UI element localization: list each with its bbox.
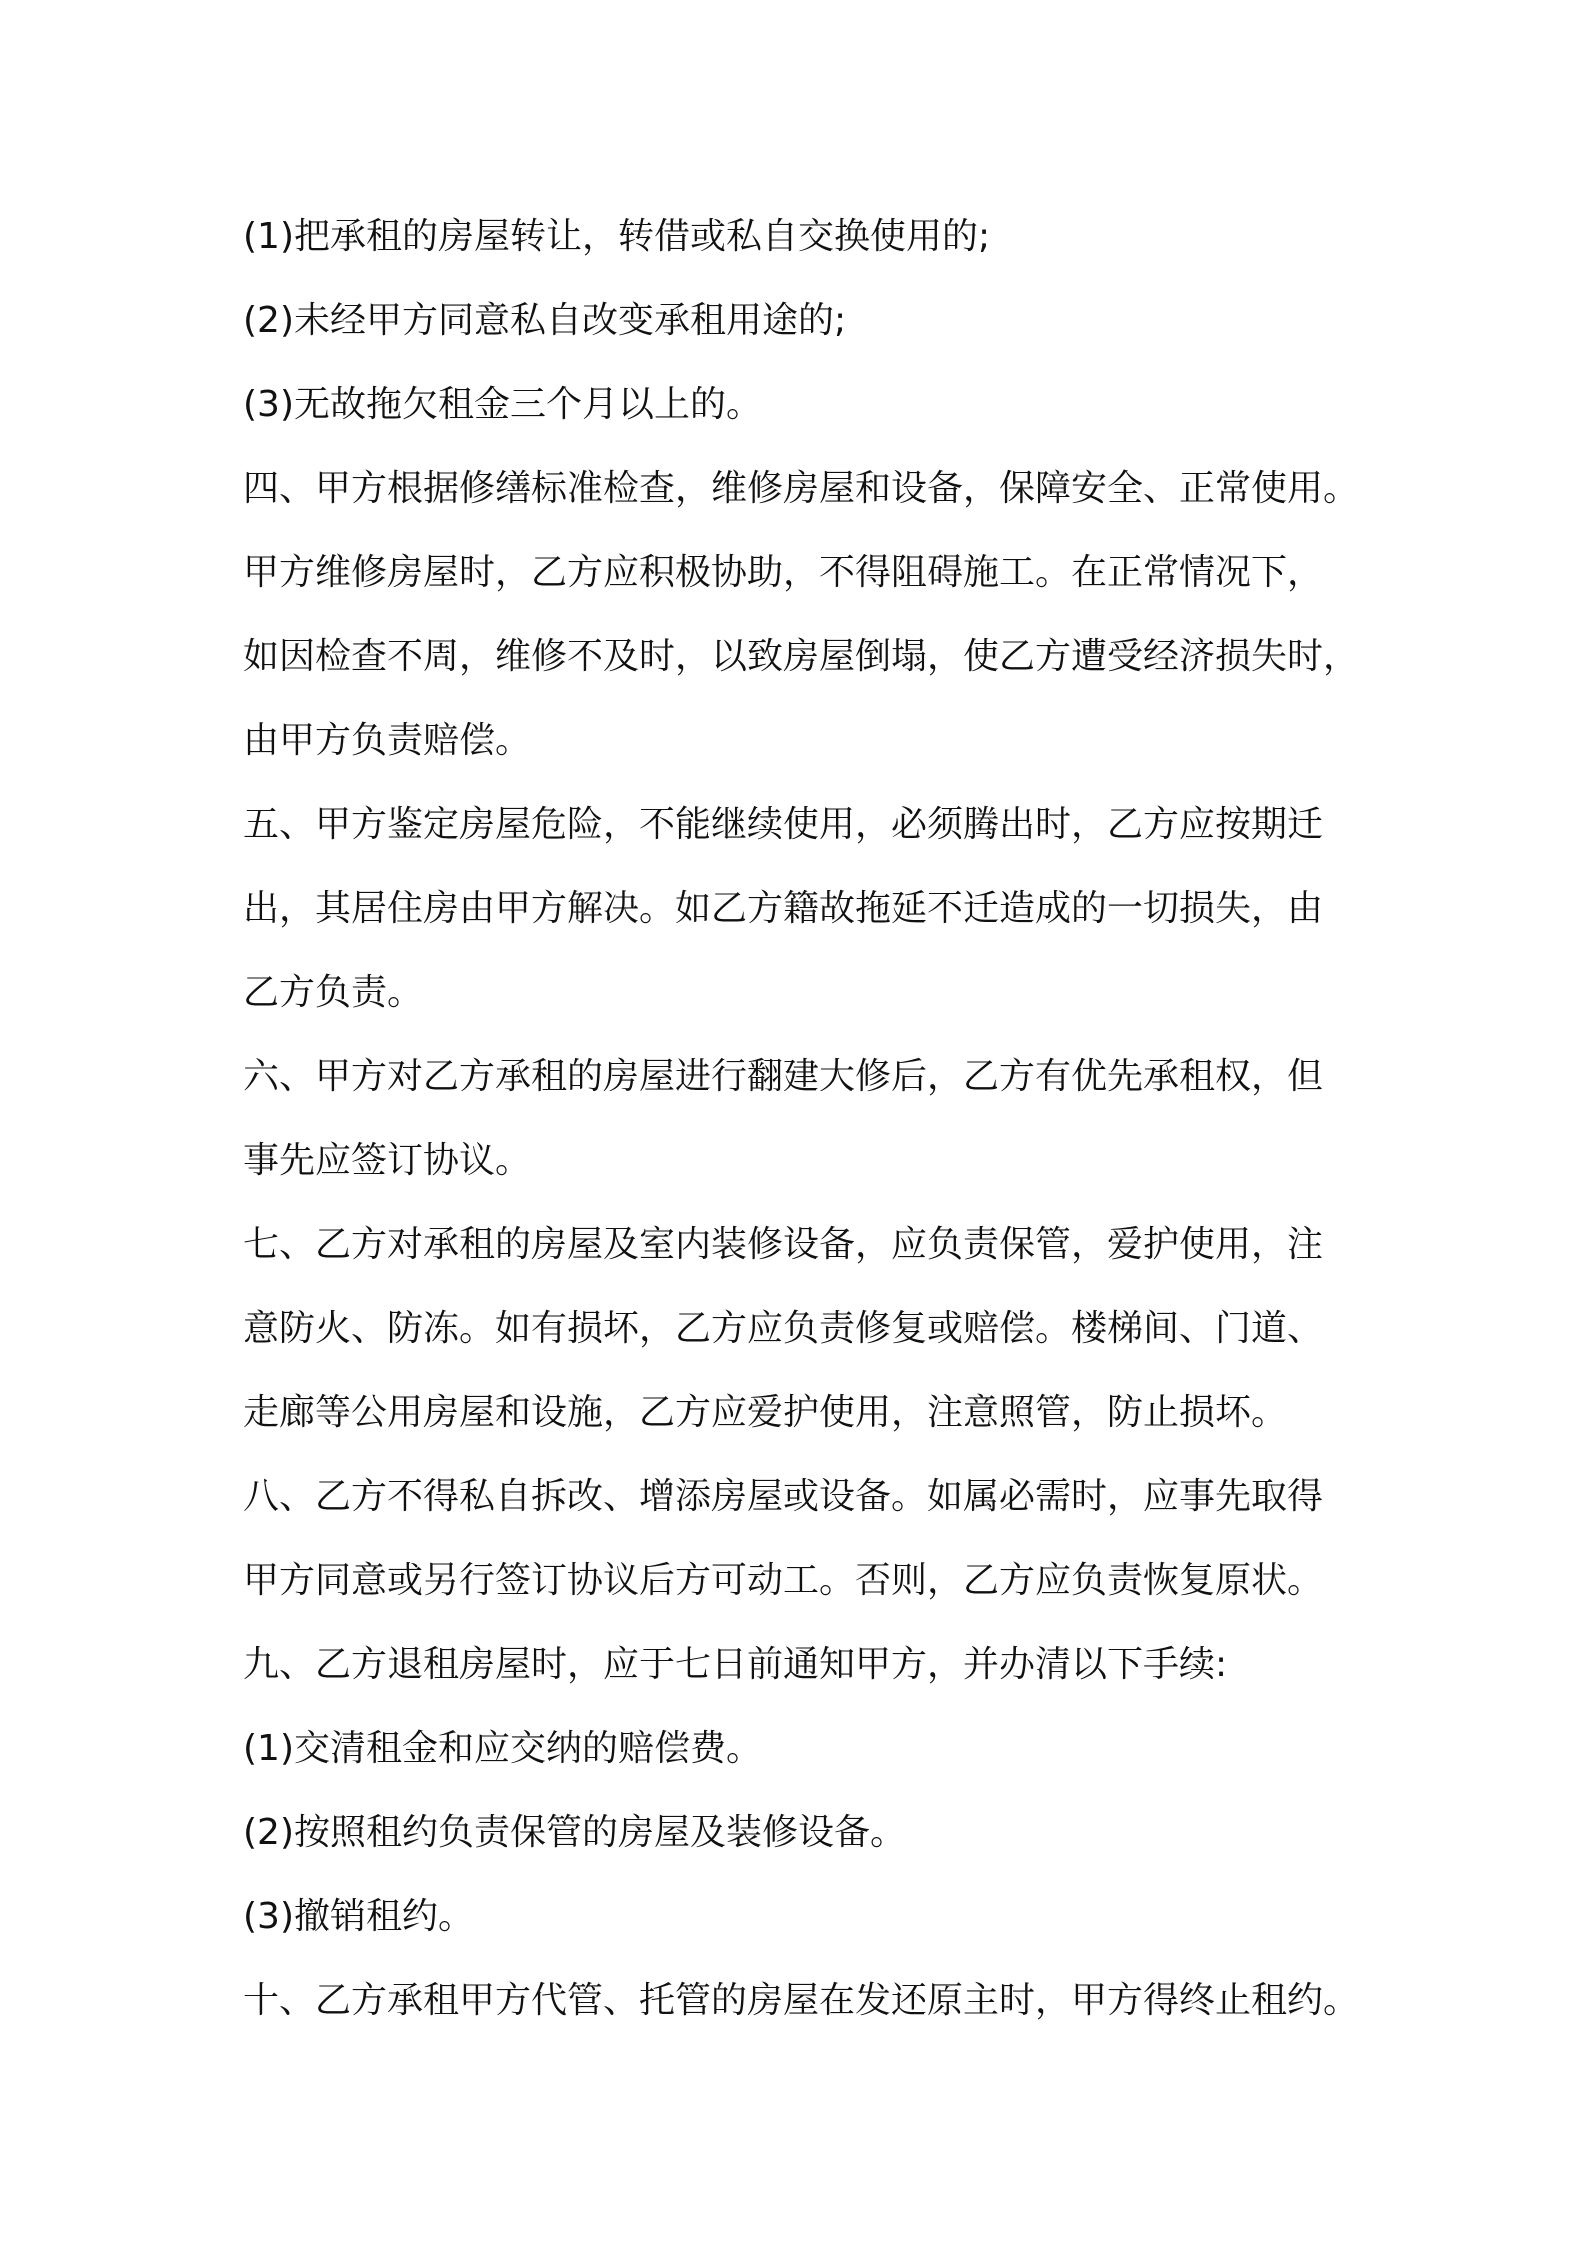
- clause-line: 乙方负责。: [243, 972, 424, 1013]
- clause-line: (1)把承租的房屋转让，转借或私自交换使用的;: [243, 216, 991, 257]
- clause-line: 八、乙方不得私自拆改、增添房屋或设备。如属必需时，应事先取得: [243, 1476, 1324, 1517]
- clause-line: 由甲方负责赔偿。: [243, 720, 532, 761]
- clause-line: 十、乙方承租甲方代管、托管的房屋在发还原主时，甲方得终止租约。: [243, 1980, 1360, 2021]
- clause-line: (2)未经甲方同意私自改变承租用途的;: [243, 300, 847, 341]
- clause-line: 四、甲方根据修缮标准检查，维修房屋和设备，保障安全、正常使用。: [243, 468, 1360, 509]
- clause-line: 如因检查不周，维修不及时，以致房屋倒塌，使乙方遭受经济损失时，: [243, 636, 1360, 677]
- clause-line: 甲方维修房屋时，乙方应积极协助，不得阻碍施工。在正常情况下，: [243, 552, 1324, 593]
- clause-line: 五、甲方鉴定房屋危险，不能继续使用，必须腾出时，乙方应按期迁: [243, 804, 1324, 845]
- clause-line: 九、乙方退租房屋时，应于七日前通知甲方，并办清以下手续:: [243, 1644, 1228, 1685]
- clause-line: (3)撤销租约。: [243, 1896, 474, 1937]
- clause-line: 出，其居住房由甲方解决。如乙方籍故拖延不迁造成的一切损失，由: [243, 888, 1324, 929]
- clause-line: 意防火、防冻。如有损坏，乙方应负责修复或赔偿。楼梯间、门道、: [243, 1308, 1324, 1349]
- clause-line: 事先应签订协议。: [243, 1140, 532, 1181]
- clause-line: 七、乙方对承租的房屋及室内装修设备，应负责保管，爱护使用，注: [243, 1224, 1324, 1265]
- clause-line: 六、甲方对乙方承租的房屋进行翻建大修后，乙方有优先承租权，但: [243, 1056, 1324, 1097]
- contract-text: [243, 195, 1363, 2043]
- clause-line: (2)按照租约负责保管的房屋及装修设备。: [243, 1812, 906, 1853]
- clause-line: (1)交清租金和应交纳的赔偿费。: [243, 1728, 762, 1769]
- clause-line: (3)无故拖欠租金三个月以上的。: [243, 384, 762, 425]
- clause-line: 走廊等公用房屋和设施，乙方应爱护使用，注意照管，防止损坏。: [243, 1392, 1288, 1433]
- clause-line: 甲方同意或另行签订协议后方可动工。否则，乙方应负责恢复原状。: [243, 1560, 1324, 1601]
